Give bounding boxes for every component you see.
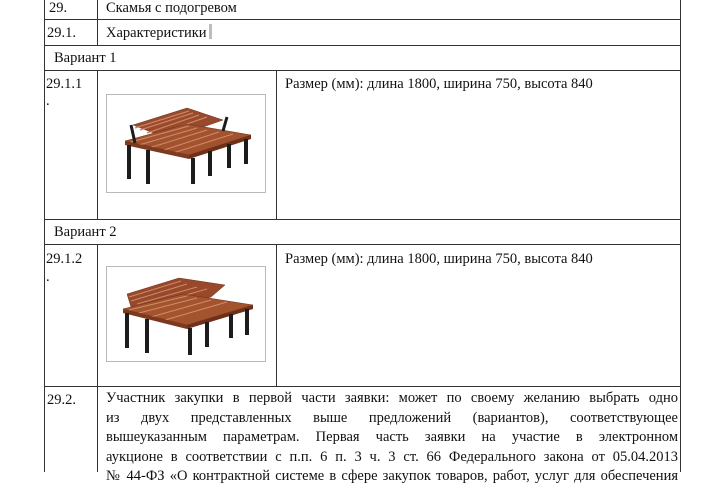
bench-image <box>106 94 266 193</box>
paragraph-line: № 44-ФЗ «О контрактной системе в сфере закупок товаров, работ, услуг для обеспечения <box>106 468 678 484</box>
row-number-dot: . <box>46 269 50 285</box>
bench-icon <box>107 95 265 192</box>
paragraph-line: из двух представленных выше предложений (вариантов), соответствующее <box>106 409 678 426</box>
row-number: 29.1.1 <box>46 76 83 92</box>
table-rule <box>44 386 681 387</box>
paragraph-line: аукционе в соответствии с п.п. 6 п. 3 ч. 3 ст. 66 Федерального закона от 05.04.2013 <box>106 448 678 465</box>
row-title <box>106 24 212 42</box>
table-rule <box>97 0 98 45</box>
table-rule <box>44 0 45 472</box>
variant-label: Вариант 2 <box>54 224 117 240</box>
bench-image <box>106 266 266 362</box>
row-number-dot: . <box>46 93 50 109</box>
row-title: Скамья с подогревом <box>106 0 237 16</box>
table-rule <box>680 0 681 472</box>
bench-icon <box>107 267 265 361</box>
table-rule <box>44 70 681 71</box>
text-cursor <box>209 24 212 39</box>
size-text: Размер (мм): длина 1800, ширина 750, высота 840 <box>285 76 593 92</box>
table-rule <box>276 244 277 386</box>
table-rule <box>44 219 681 220</box>
variant-label: Вариант 1 <box>54 50 117 66</box>
row-number: 29.1. <box>47 25 76 41</box>
table-rule <box>97 386 98 472</box>
row-number: 29.1.2 <box>46 251 83 267</box>
paragraph-line: вышеуказанным параметрам. Первая часть заявки на участие в электронном <box>106 429 678 445</box>
table-rule <box>276 70 277 219</box>
table-rule <box>44 244 681 245</box>
characteristics-label: Характеристики <box>106 25 207 41</box>
table-rule <box>97 244 98 386</box>
row-number: 29.2. <box>47 392 76 408</box>
row-number: 29. <box>49 0 68 16</box>
table-rule <box>97 70 98 219</box>
table-rule <box>44 45 681 46</box>
paragraph-line: Участник закупки в первой части заявки: может по своему желанию выбрать одно <box>106 390 678 406</box>
table-rule <box>44 19 681 20</box>
size-text: Размер (мм): длина 1800, ширина 750, высота 840 <box>285 251 593 267</box>
